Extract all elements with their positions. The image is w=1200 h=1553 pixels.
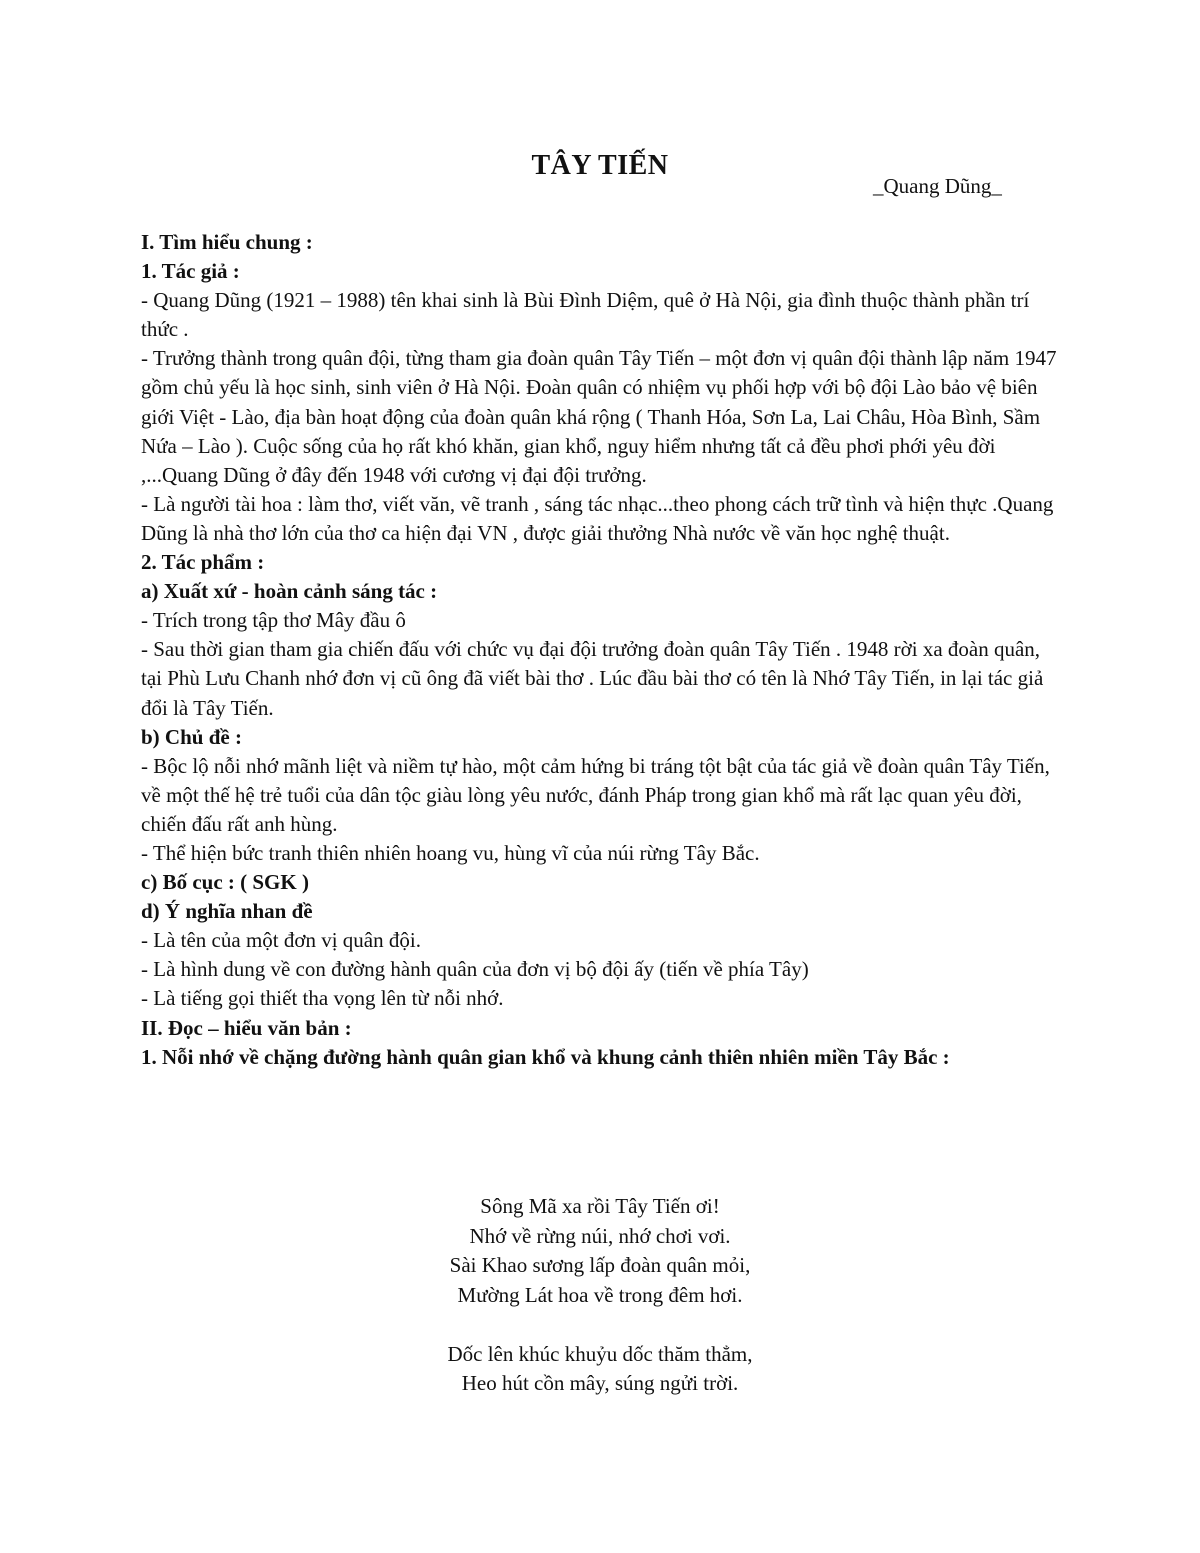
poem-line: Nhớ về rừng núi, nhớ chơi vơi. xyxy=(469,1223,731,1248)
poem-excerpt xyxy=(0,1192,1200,1399)
subsection-heading: 1. Nỗi nhớ về chặng đường hành quân gian khổ và khung cảnh thiên nhiên miền Tây Bắc : xyxy=(141,1044,950,1069)
section-heading: I. Tìm hiểu chung : xyxy=(141,230,313,254)
subsection-heading: 2. Tác phẩm : xyxy=(141,550,265,575)
paragraph: - Là tiếng gọi thiết tha vọng lên từ nỗi nhớ. xyxy=(141,986,504,1011)
document-title: TÂY TIẾN xyxy=(531,150,669,181)
poem-line: Mường Lát hoa về trong đêm hơi. xyxy=(457,1282,743,1307)
subsection-heading: b) Chủ đề : xyxy=(141,724,242,749)
poem-line: Sông Mã xa rồi Tây Tiến ơi! xyxy=(480,1194,720,1218)
section-heading: II. Đọc – hiểu văn bản : xyxy=(141,1015,352,1040)
paragraph: - Trích trong tập thơ Mây đầu ô xyxy=(141,608,406,633)
paragraph: - Là tên của một đơn vị quân đội. xyxy=(141,928,421,953)
subsection-heading: 1. Tác giả : xyxy=(141,259,240,284)
poem-line: Dốc lên khúc khuỷu dốc thăm thẳm, xyxy=(447,1341,753,1366)
paragraph: - Sau thời gian tham gia chiến đấu với chức vụ đại đội trưởng đoàn quân Tây Tiến . 1948 rời xa đoàn quân, tại Phù Lưu Chanh nhớ đơn vị cũ ông đã viết bài thơ . Lúc đầu bài thơ có tên là Nhớ Tây Tiến, in lại tác giả đổi là Tây Tiến. xyxy=(141,637,1044,720)
stanza-break xyxy=(0,1310,1200,1340)
document-body xyxy=(141,228,1066,1072)
subsection-heading: d) Ý nghĩa nhan đề xyxy=(141,899,313,924)
paragraph: - Là hình dung về con đường hành quân của đơn vị bộ đội ấy (tiến về phía Tây) xyxy=(141,957,809,982)
author-name: _Quang Dũng_ xyxy=(873,174,1002,198)
paragraph: - Bộc lộ nỗi nhớ mãnh liệt và niềm tự hào, một cảm hứng bi tráng tột bật của tác giả về đoàn quân Tây Tiến, về một thế hệ trẻ tuổi của dân tộc giàu lòng yêu nước, đánh Pháp trong gian khổ mà rất lạc quan yêu đời, chiến đấu rất anh hùng. xyxy=(141,753,1050,836)
subsection-heading: a) Xuất xứ - hoàn cảnh sáng tác : xyxy=(141,579,438,604)
paragraph: - Thể hiện bức tranh thiên nhiên hoang vu, hùng vĩ của núi rừng Tây Bắc. xyxy=(141,840,760,865)
poem-line: Heo hút cồn mây, súng ngửi trời. xyxy=(461,1371,739,1395)
poem-line: Sài Khao sương lấp đoàn quân mỏi, xyxy=(449,1253,751,1277)
subsection-heading: c) Bố cục : ( SGK ) xyxy=(141,870,309,895)
paragraph: - Quang Dũng (1921 – 1988) tên khai sinh là Bùi Đình Diệm, quê ở Hà Nội, gia đình thuộc thành phần trí thức . xyxy=(141,288,1030,342)
paragraph: - Trưởng thành trong quân đội, từng tham gia đoàn quân Tây Tiến – một đơn vị quân đội thành lập năm 1947 gồm chủ yếu là học sinh, sinh viên ở Hà Nội. Đoàn quân có nhiệm vụ phối hợp với bộ đội Lào bảo vệ biên giới Việt - Lào, địa bàn hoạt động của đoàn quân khá rộng ( Thanh Hóa, Sơn La, Lai Châu, Hòa Bình, Sầm Nứa – Lào ). Cuộc sống của họ rất khó khăn, gian khổ, nguy hiểm nhưng tất cả đều phơi phới yêu đời ,...Quang Dũng ở đây đến 1948 với cương vị đại đội trưởng. xyxy=(141,346,1057,487)
paragraph: - Là người tài hoa : làm thơ, viết văn, vẽ tranh , sáng tác nhạc...theo phong cách trữ tình và hiện thực .Quang Dũng là nhà thơ lớn của thơ ca hiện đại VN , được giải thưởng Nhà nước về văn học nghệ thuật. xyxy=(141,491,1054,545)
